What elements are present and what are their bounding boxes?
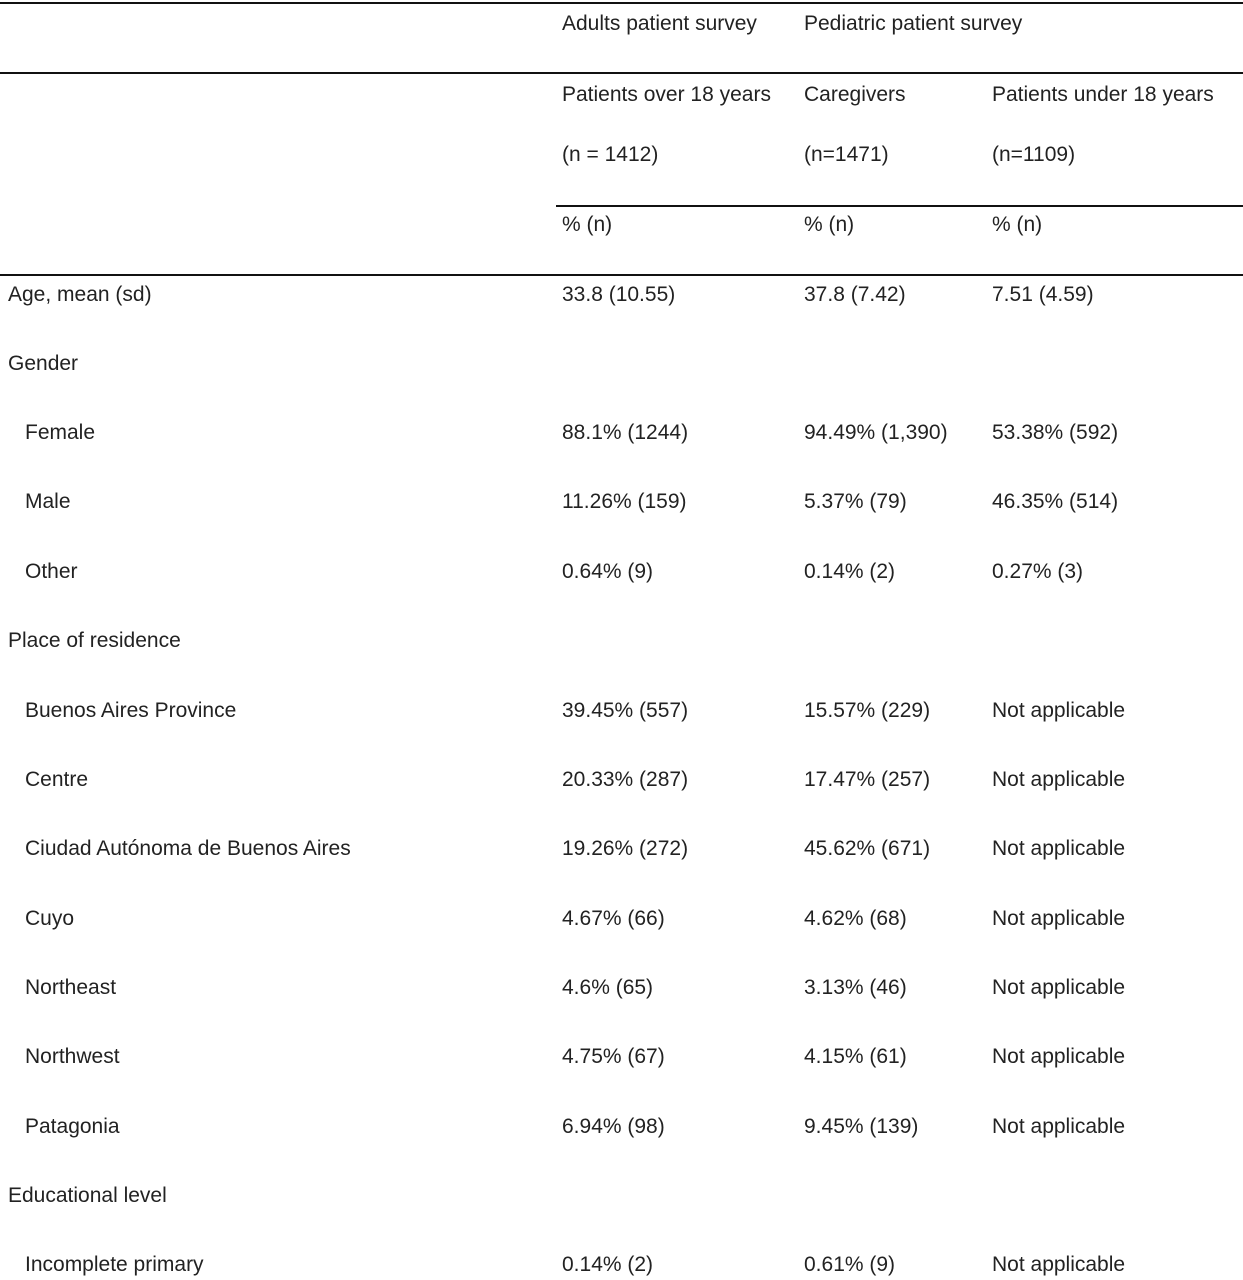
- cell-adults: 0.64% (9): [562, 560, 654, 583]
- row-label: Male: [25, 490, 71, 513]
- row-label: Northwest: [25, 1045, 120, 1068]
- cell-under18: 0.27% (3): [992, 560, 1084, 583]
- cell-under18: Not applicable: [992, 1115, 1126, 1138]
- cell-adults: 19.26% (272): [562, 837, 689, 860]
- cell-caregivers: 0.61% (9): [804, 1253, 896, 1276]
- unit-label-adults: % (n): [562, 213, 613, 236]
- cell-caregivers: 37.8 (7.42): [804, 283, 906, 306]
- cell-caregivers: 17.47% (257): [804, 768, 931, 791]
- cell-under18: Not applicable: [992, 837, 1126, 860]
- header-bottom-rule: [0, 274, 1243, 276]
- cell-caregivers: 94.49% (1,390): [804, 421, 948, 444]
- cell-under18: Not applicable: [992, 976, 1126, 999]
- cell-caregivers: 9.45% (139): [804, 1115, 919, 1138]
- cell-caregivers: 4.15% (61): [804, 1045, 907, 1068]
- section-label: Educational level: [8, 1184, 167, 1207]
- cell-caregivers: 15.57% (229): [804, 699, 931, 722]
- row-label: Ciudad Autónoma de Buenos Aires: [25, 837, 351, 860]
- cell-under18: Not applicable: [992, 699, 1126, 722]
- row-label: Buenos Aires Province: [25, 699, 237, 722]
- group-header-rule: [0, 72, 1243, 74]
- sample-size-under18: (n=1109): [992, 143, 1076, 166]
- row-label: Centre: [25, 768, 89, 791]
- row-label: Other: [25, 560, 78, 583]
- cell-adults: 33.8 (10.55): [562, 283, 676, 306]
- cell-under18: Not applicable: [992, 768, 1126, 791]
- sample-size-adults: (n = 1412): [562, 143, 659, 166]
- cell-under18: 53.38% (592): [992, 421, 1119, 444]
- cell-caregivers: 0.14% (2): [804, 560, 896, 583]
- row-label: Age, mean (sd): [8, 283, 152, 306]
- section-label: Place of residence: [8, 629, 181, 652]
- cell-caregivers: 45.62% (671): [804, 837, 931, 860]
- row-label: Female: [25, 421, 96, 444]
- cell-under18: Not applicable: [992, 1253, 1126, 1276]
- cell-adults: 11.26% (159): [562, 490, 687, 513]
- cell-under18: 7.51 (4.59): [992, 283, 1094, 306]
- row-label: Northeast: [25, 976, 117, 999]
- unit-label-under18: % (n): [992, 213, 1043, 236]
- cell-adults: 20.33% (287): [562, 768, 689, 791]
- cell-adults: 39.45% (557): [562, 699, 689, 722]
- column-header-adults: Patients over 18 years: [562, 83, 771, 106]
- cell-adults: 4.67% (66): [562, 907, 665, 930]
- row-label: Cuyo: [25, 907, 75, 930]
- row-label: Patagonia: [25, 1115, 120, 1138]
- row-label: Incomplete primary: [25, 1253, 204, 1276]
- unit-label-caregivers: % (n): [804, 213, 855, 236]
- group-header-adults: Adults patient survey: [562, 12, 757, 35]
- cell-adults: 6.94% (98): [562, 1115, 665, 1138]
- cell-caregivers: 4.62% (68): [804, 907, 907, 930]
- section-label: Gender: [8, 352, 79, 375]
- cell-caregivers: 5.37% (79): [804, 490, 907, 513]
- n-row-rule: [556, 205, 1243, 207]
- column-header-caregivers: Caregivers: [804, 83, 906, 106]
- cell-caregivers: 3.13% (46): [804, 976, 907, 999]
- column-header-under18: Patients under 18 years: [992, 83, 1214, 106]
- sample-size-caregivers: (n=1471): [804, 143, 889, 166]
- cell-adults: 4.6% (65): [562, 976, 654, 999]
- cell-adults: 4.75% (67): [562, 1045, 665, 1068]
- cell-adults: 0.14% (2): [562, 1253, 654, 1276]
- cell-adults: 88.1% (1244): [562, 421, 689, 444]
- group-header-pediatric: Pediatric patient survey: [804, 12, 1023, 35]
- cell-under18: 46.35% (514): [992, 490, 1119, 513]
- cell-under18: Not applicable: [992, 1045, 1126, 1068]
- top-rule: [0, 2, 1243, 4]
- cell-under18: Not applicable: [992, 907, 1126, 930]
